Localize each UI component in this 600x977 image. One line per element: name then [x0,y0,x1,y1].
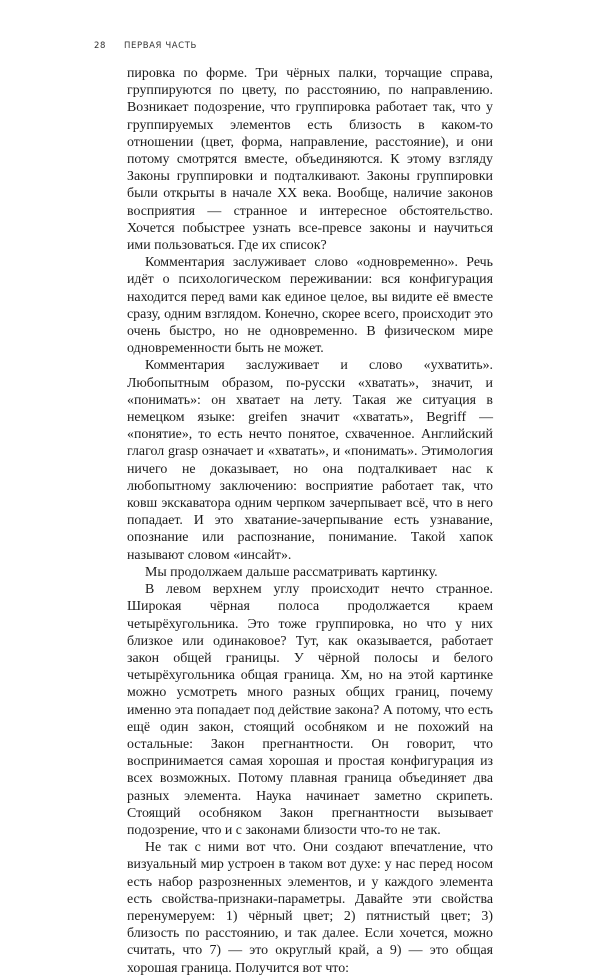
paragraph-2: Комментария заслуживает слово «одновременно». Речь идёт о психологическом переживании: вся конфигурация находится перед вами как единое целое, вы видите её вместе сразу, одним взглядом. Конечно, скорее всего, происходит это очень быстро, но не одновременно. В физическом мире одновременности быть не может. [127,255,493,357]
paragraph-3: Комментария заслуживает и слово «ухватить». Любопытным образом, по-русски «хватать», значит, и «понимать»: он хватает на лету. Такая же ситуация в немецком языке: greifen значит «хватать», Begriff — «понятие», то есть нечто понятое, схваченное. Английский глагол grasp означает и «хватать», и «понимать». Этимология ничего не доказывает, но она подталкивает нас к любопытному заключению: восприятие работает так, что ковш экскаватора одним черпком зачерпывает всё, что в него попадает. И это хватание-зачерпывание есть узнавание, опознание или распознание, понимание. Такой хапок называют словом «инсайт». [127,358,493,563]
running-head [94,41,197,51]
body-text [127,65,493,977]
paragraph-4: Мы продолжаем дальше рассматривать картинку. [145,564,438,580]
paragraph-5: В левом верхнем углу происходит нечто странное. Широкая чёрная полоса продолжается краем четырёхугольника. Это тоже группировка, но что у них близкое или одинаковое? Тут, как оказывается, работает закон общей границы. У чёрной полосы и белого четырёхугольника общая граница. Хм, но на этой картинке можно усмотреть много разных общих границ, почему именно эта попадает под действие закона? А потому, что есть ещё один закон, стоящий особняком и не похожий на остальные: Закон прегнантности. Он говорит, что воспринимается самая хорошая и простая конфигурация из всех возможных. Потому плавная граница объединяет два разных элемента. Наука начинает заметно скрипеть. Стоящий особняком Закон прегнантности вызывает подозрение, что и с законами близости что-то не так. [127,582,493,838]
paragraph-1: пировка по форме. Три чёрных палки, торчащие справа, группируются по цвету, по расстоянию, по направлению. Возникает подозрение, что группировка работает так, что у группируемых элементов есть близость в каком-то отношении (цвет, форма, направление, расстояние), и они потому смотрятся вместе, объединяются. К этому взгляду Законы группировки и подталкивают. Законы группировки были открыты в начале XX века. Вообще, наличие законов восприятия — странное и интересное обстоятельство. Хочется побыстрее узнать все-превсе законы и научиться ими пользоваться. Где их список? [127,66,493,254]
section-title: ПЕРВАЯ ЧАСТЬ [124,41,197,51]
page-number: 28 [94,41,107,51]
paragraph-6: Не так с ними вот что. Они создают впечатление, что визуальный мир устроен в таком вот духе: у нас перед носом есть набор разрозненных элементов, и у каждого элемента есть свойства-признаки-параметры. Давайте эти свойства перенумеруем: 1) чёрный цвет; 2) пятнистый цвет; 3) близость по расстоянию, и так далее. Если хочется, можно считать, что 7) — это округлый край, а 9) — это общая хорошая граница. Получится вот что: [127,840,493,976]
